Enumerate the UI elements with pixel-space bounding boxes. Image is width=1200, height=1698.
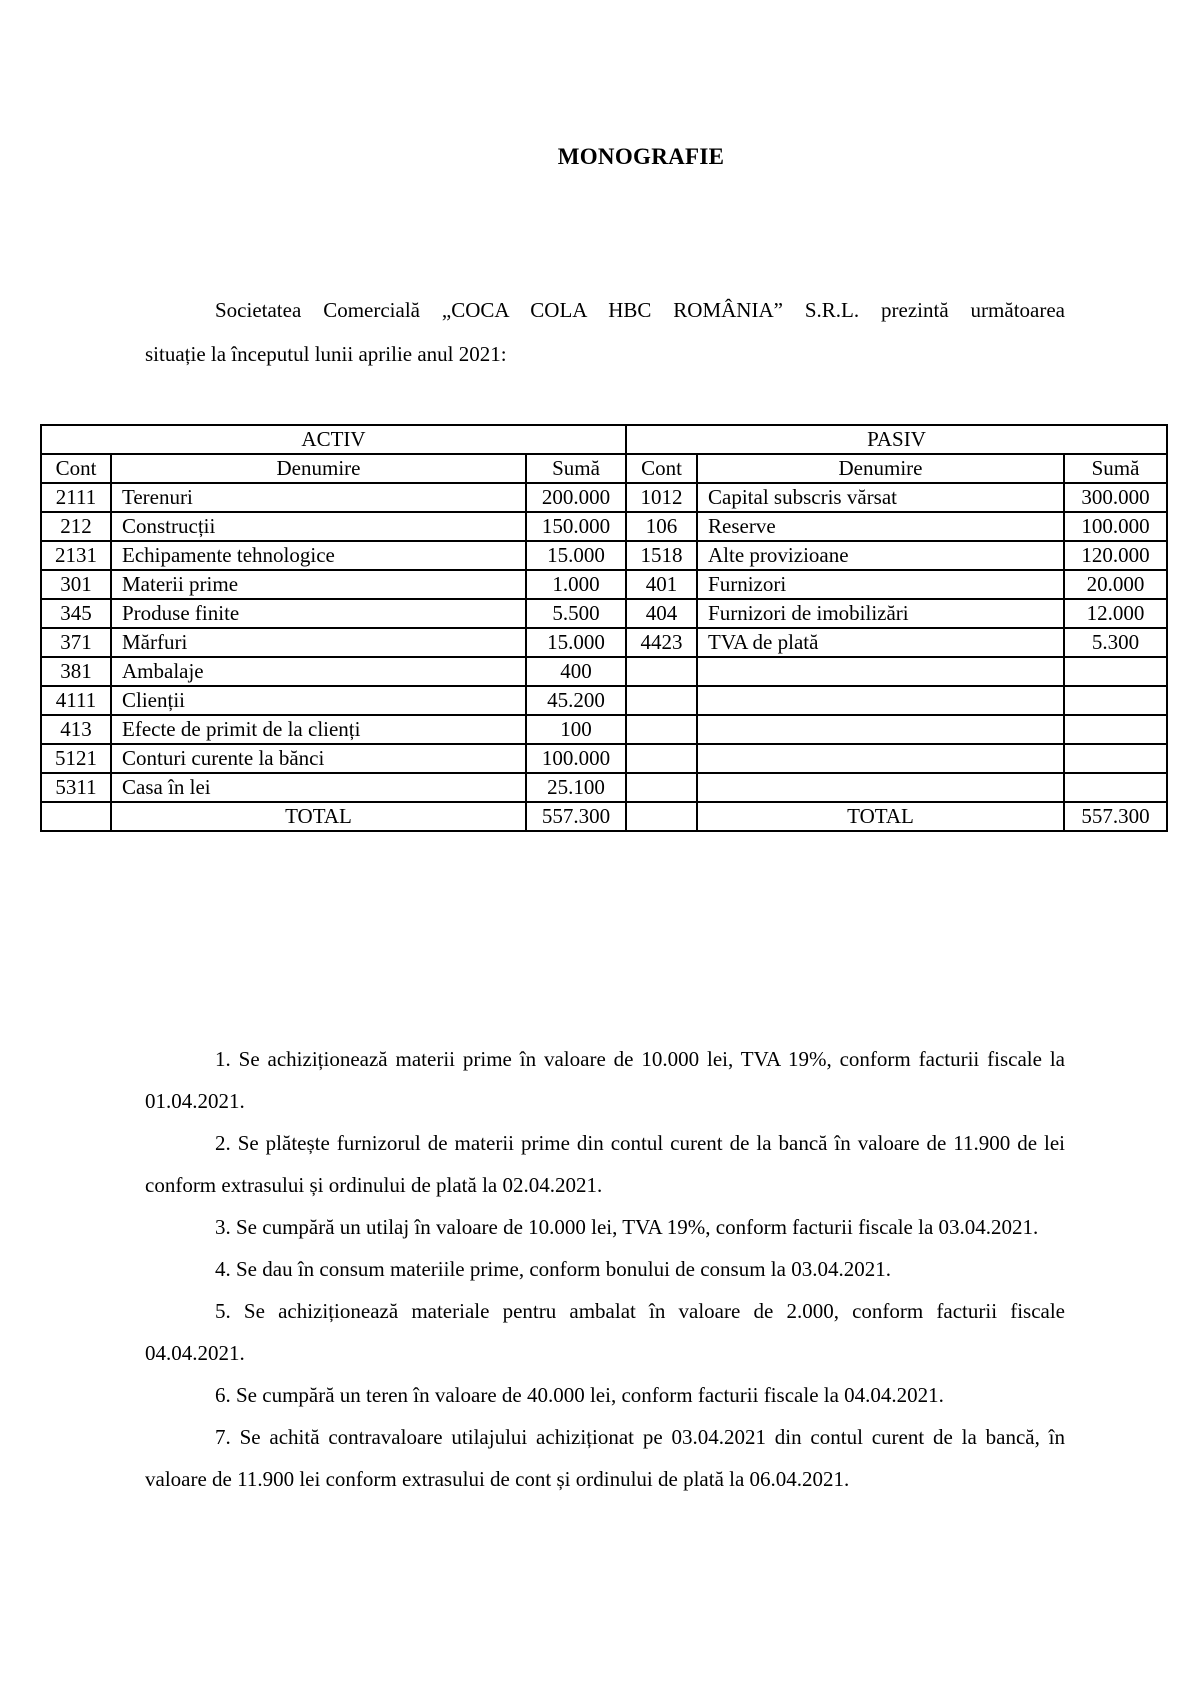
pasiv-suma-cell	[1064, 744, 1167, 773]
pasiv-denumire-cell	[697, 715, 1064, 744]
pasiv-header: PASIV	[626, 425, 1167, 454]
total-pasiv-label: TOTAL	[697, 802, 1064, 831]
pasiv-denumire-cell: Reserve	[697, 512, 1064, 541]
pasiv-denumire-cell: Furnizori	[697, 570, 1064, 599]
activ-cont-cell: 381	[41, 657, 111, 686]
table-row	[41, 512, 1167, 541]
pasiv-cont-cell: 4423	[626, 628, 697, 657]
activ-suma-cell: 400	[526, 657, 626, 686]
total-row	[41, 802, 1167, 831]
activ-denumire-cell: Terenuri	[111, 483, 526, 512]
section-header-row	[41, 425, 1167, 454]
pasiv-denumire-cell	[697, 657, 1064, 686]
balance-table	[40, 424, 1168, 832]
activ-denumire-cell: Materii prime	[111, 570, 526, 599]
operation-item: 4. Se dau în consum materiile prime, conform bonului de consum la 03.04.2021.	[215, 1257, 891, 1281]
activ-denumire-cell: Construcții	[111, 512, 526, 541]
intro-paragraph	[145, 288, 1065, 376]
operation-item: 1. Se achiziționează materii prime în valoare de 10.000 lei, TVA 19%, conform facturii fiscale la 01.04.2021.	[145, 1047, 1065, 1113]
operation-item: 7. Se achită contravaloare utilajului achiziționat pe 03.04.2021 din contul curent de la bancă, în valoare de 11.900 lei conform extrasului de cont și ordinului de plată la 06.04.2021.	[145, 1425, 1065, 1491]
table-row	[41, 657, 1167, 686]
activ-cont-cell: 5311	[41, 773, 111, 802]
pasiv-suma-cell	[1064, 686, 1167, 715]
activ-cont-cell: 4111	[41, 686, 111, 715]
table-row	[41, 483, 1167, 512]
activ-suma-cell: 200.000	[526, 483, 626, 512]
page-title: MONOGRAFIE	[557, 144, 725, 169]
operations-list	[145, 1038, 1065, 1500]
pasiv-cont-header: Cont	[626, 454, 697, 483]
pasiv-cont-cell	[626, 686, 697, 715]
pasiv-denumire-cell: TVA de plată	[697, 628, 1064, 657]
table-row	[41, 541, 1167, 570]
activ-cont-cell: 301	[41, 570, 111, 599]
total-pasiv-sum: 557.300	[1064, 802, 1167, 831]
pasiv-suma-cell	[1064, 657, 1167, 686]
activ-cont-cell: 371	[41, 628, 111, 657]
pasiv-suma-cell	[1064, 773, 1167, 802]
column-header-row	[41, 454, 1167, 483]
activ-suma-cell: 100	[526, 715, 626, 744]
activ-denumire-cell: Conturi curente la bănci	[111, 744, 526, 773]
pasiv-suma-cell: 20.000	[1064, 570, 1167, 599]
total-activ-cont-cell	[41, 802, 111, 831]
pasiv-denumire-cell: Capital subscris vărsat	[697, 483, 1064, 512]
activ-denumire-cell: Clienții	[111, 686, 526, 715]
pasiv-cont-cell	[626, 773, 697, 802]
activ-suma-cell: 25.100	[526, 773, 626, 802]
activ-cont-cell: 5121	[41, 744, 111, 773]
pasiv-cont-cell: 401	[626, 570, 697, 599]
pasiv-cont-cell	[626, 657, 697, 686]
activ-suma-header: Sumă	[526, 454, 626, 483]
activ-denumire-cell: Casa în lei	[111, 773, 526, 802]
activ-cont-cell: 413	[41, 715, 111, 744]
operation-item: 2. Se plătește furnizorul de materii prime din contul curent de la bancă în valoare de 11.900 de lei conform extrasului și ordinului de plată la 02.04.2021.	[145, 1131, 1065, 1197]
pasiv-suma-cell: 5.300	[1064, 628, 1167, 657]
activ-header: ACTIV	[41, 425, 626, 454]
table-row	[41, 570, 1167, 599]
activ-suma-cell: 100.000	[526, 744, 626, 773]
pasiv-denumire-cell	[697, 686, 1064, 715]
operation-item: 6. Se cumpără un teren în valoare de 40.000 lei, conform facturii fiscale la 04.04.2021.	[215, 1383, 944, 1407]
activ-cont-cell: 2131	[41, 541, 111, 570]
pasiv-denumire-cell: Alte provizioane	[697, 541, 1064, 570]
table-row	[41, 686, 1167, 715]
pasiv-suma-cell: 120.000	[1064, 541, 1167, 570]
pasiv-cont-cell	[626, 715, 697, 744]
pasiv-cont-cell: 1012	[626, 483, 697, 512]
pasiv-denumire-cell: Furnizori de imobilizări	[697, 599, 1064, 628]
activ-suma-cell: 15.000	[526, 628, 626, 657]
pasiv-suma-cell	[1064, 715, 1167, 744]
activ-suma-cell: 5.500	[526, 599, 626, 628]
total-activ-sum: 557.300	[526, 802, 626, 831]
activ-cont-cell: 345	[41, 599, 111, 628]
activ-cont-cell: 2111	[41, 483, 111, 512]
pasiv-suma-cell: 300.000	[1064, 483, 1167, 512]
activ-suma-cell: 45.200	[526, 686, 626, 715]
pasiv-cont-cell: 404	[626, 599, 697, 628]
activ-cont-cell: 212	[41, 512, 111, 541]
activ-suma-cell: 150.000	[526, 512, 626, 541]
activ-denumire-cell: Produse finite	[111, 599, 526, 628]
pasiv-cont-cell	[626, 744, 697, 773]
operation-item: 3. Se cumpără un utilaj în valoare de 10.000 lei, TVA 19%, conform facturii fiscale la 03.04.2021.	[215, 1215, 1039, 1239]
pasiv-denumire-header: Denumire	[697, 454, 1064, 483]
intro-line-1: Societatea Comercială „COCA COLA HBC ROMÂNIA” S.R.L. prezintă următoarea	[215, 298, 1065, 322]
table-row	[41, 599, 1167, 628]
total-activ-label: TOTAL	[111, 802, 526, 831]
activ-cont-header: Cont	[41, 454, 111, 483]
activ-denumire-cell: Efecte de primit de la clienți	[111, 715, 526, 744]
activ-denumire-cell: Echipamente tehnologice	[111, 541, 526, 570]
activ-denumire-header: Denumire	[111, 454, 526, 483]
activ-suma-cell: 15.000	[526, 541, 626, 570]
operation-item: 5. Se achiziționează materiale pentru ambalat în valoare de 2.000, conform facturii fiscale 04.04.2021.	[145, 1299, 1065, 1365]
total-pasiv-cont-cell	[626, 802, 697, 831]
table-row	[41, 744, 1167, 773]
pasiv-denumire-cell	[697, 744, 1064, 773]
activ-suma-cell: 1.000	[526, 570, 626, 599]
table-row	[41, 628, 1167, 657]
activ-denumire-cell: Mărfuri	[111, 628, 526, 657]
pasiv-suma-cell: 12.000	[1064, 599, 1167, 628]
intro-line-2: situație la începutul lunii aprilie anul 2021:	[145, 342, 507, 366]
pasiv-suma-cell: 100.000	[1064, 512, 1167, 541]
table-row	[41, 773, 1167, 802]
pasiv-denumire-cell	[697, 773, 1064, 802]
table-row	[41, 715, 1167, 744]
pasiv-cont-cell: 106	[626, 512, 697, 541]
pasiv-suma-header: Sumă	[1064, 454, 1167, 483]
activ-denumire-cell: Ambalaje	[111, 657, 526, 686]
pasiv-cont-cell: 1518	[626, 541, 697, 570]
